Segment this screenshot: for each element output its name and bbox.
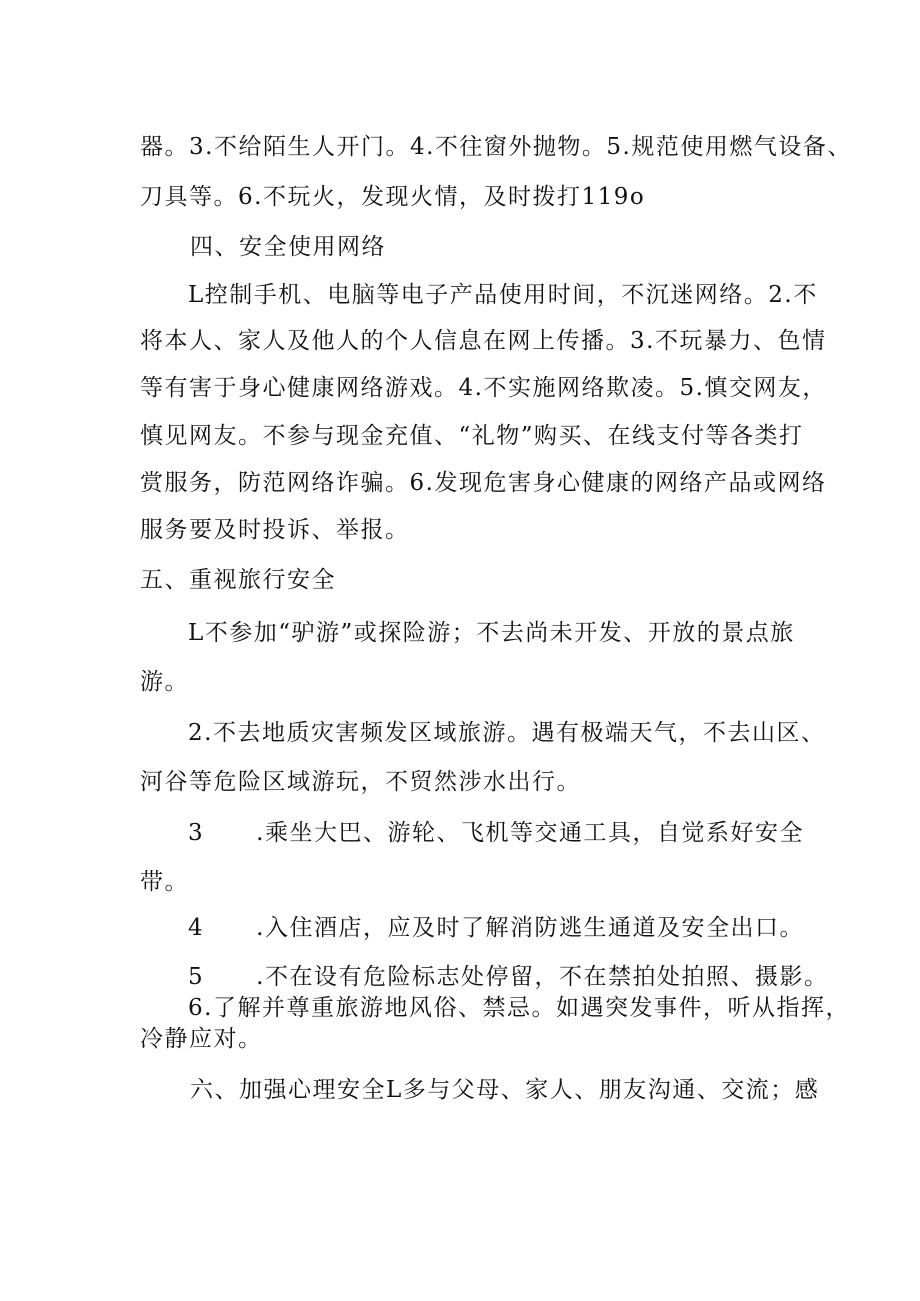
- list-item-number: 4: [188, 915, 205, 941]
- list-item-number: 5: [188, 964, 205, 990]
- text-line: 将本人、家人及他人的个人信息在网上传播。3.不玩暴力、色情: [140, 328, 827, 354]
- list-item: [188, 818, 804, 848]
- text-line: 慎见网友。不参与现金充值、“礼物”购买、在线支付等各类打: [140, 423, 804, 449]
- section-heading: 四、安全使用网络: [190, 234, 386, 260]
- text-line: 器。3.不给陌生人开门。4.不往窗外抛物。5.规范使用燃气设备、: [140, 134, 852, 160]
- text-line: 河谷等危险区域游玩，不贸然涉水出行。: [140, 769, 581, 795]
- text-line: L不参加“驴游”或探险游；不去尚未开发、开放的景点旅: [188, 620, 795, 646]
- section-heading: 五、重视旅行安全: [140, 567, 336, 593]
- text-line: 游。: [140, 669, 189, 695]
- text-line: 等有害于身心健康网络游戏。4.不实施网络欺凌。5.慎交网友，: [140, 375, 827, 401]
- list-item: [188, 913, 804, 943]
- list-item: [188, 962, 828, 992]
- text-line: 冷静应对。: [140, 1026, 263, 1052]
- text-line: 6.了解并尊重旅游地风俗、禁忌。如遇突发事件，听从指挥，: [188, 995, 850, 1021]
- list-item-text: .乘坐大巴、游轮、飞机等交通工具，自觉系好安全: [256, 820, 804, 846]
- text-line: L控制手机、电脑等电子产品使用时间，不沉迷网络。2.不: [188, 282, 818, 308]
- list-item-text: .不在设有危险标志处停留，不在禁拍处拍照、摄影。: [256, 964, 829, 990]
- list-item-text: .入住酒店，应及时了解消防逃生通道及安全出口。: [256, 915, 804, 941]
- text-line: 服务要及时投诉、举报。: [140, 517, 410, 543]
- list-item-number: 3: [188, 820, 205, 846]
- section-heading: 六、加强心理安全L多与父母、家人、朋友沟通、交流；感: [190, 1077, 820, 1103]
- text-line: 带。: [140, 869, 189, 895]
- text-line: 刀具等。6.不玩火，发现火情，及时拨打119o: [140, 184, 646, 210]
- text-line: 赏服务，防范网络诈骗。6.发现危害身心健康的网络产品或网络: [140, 470, 827, 496]
- text-line: 2.不去地质灾害频发区域旅游。遇有极端天气，不去山区、: [188, 720, 826, 746]
